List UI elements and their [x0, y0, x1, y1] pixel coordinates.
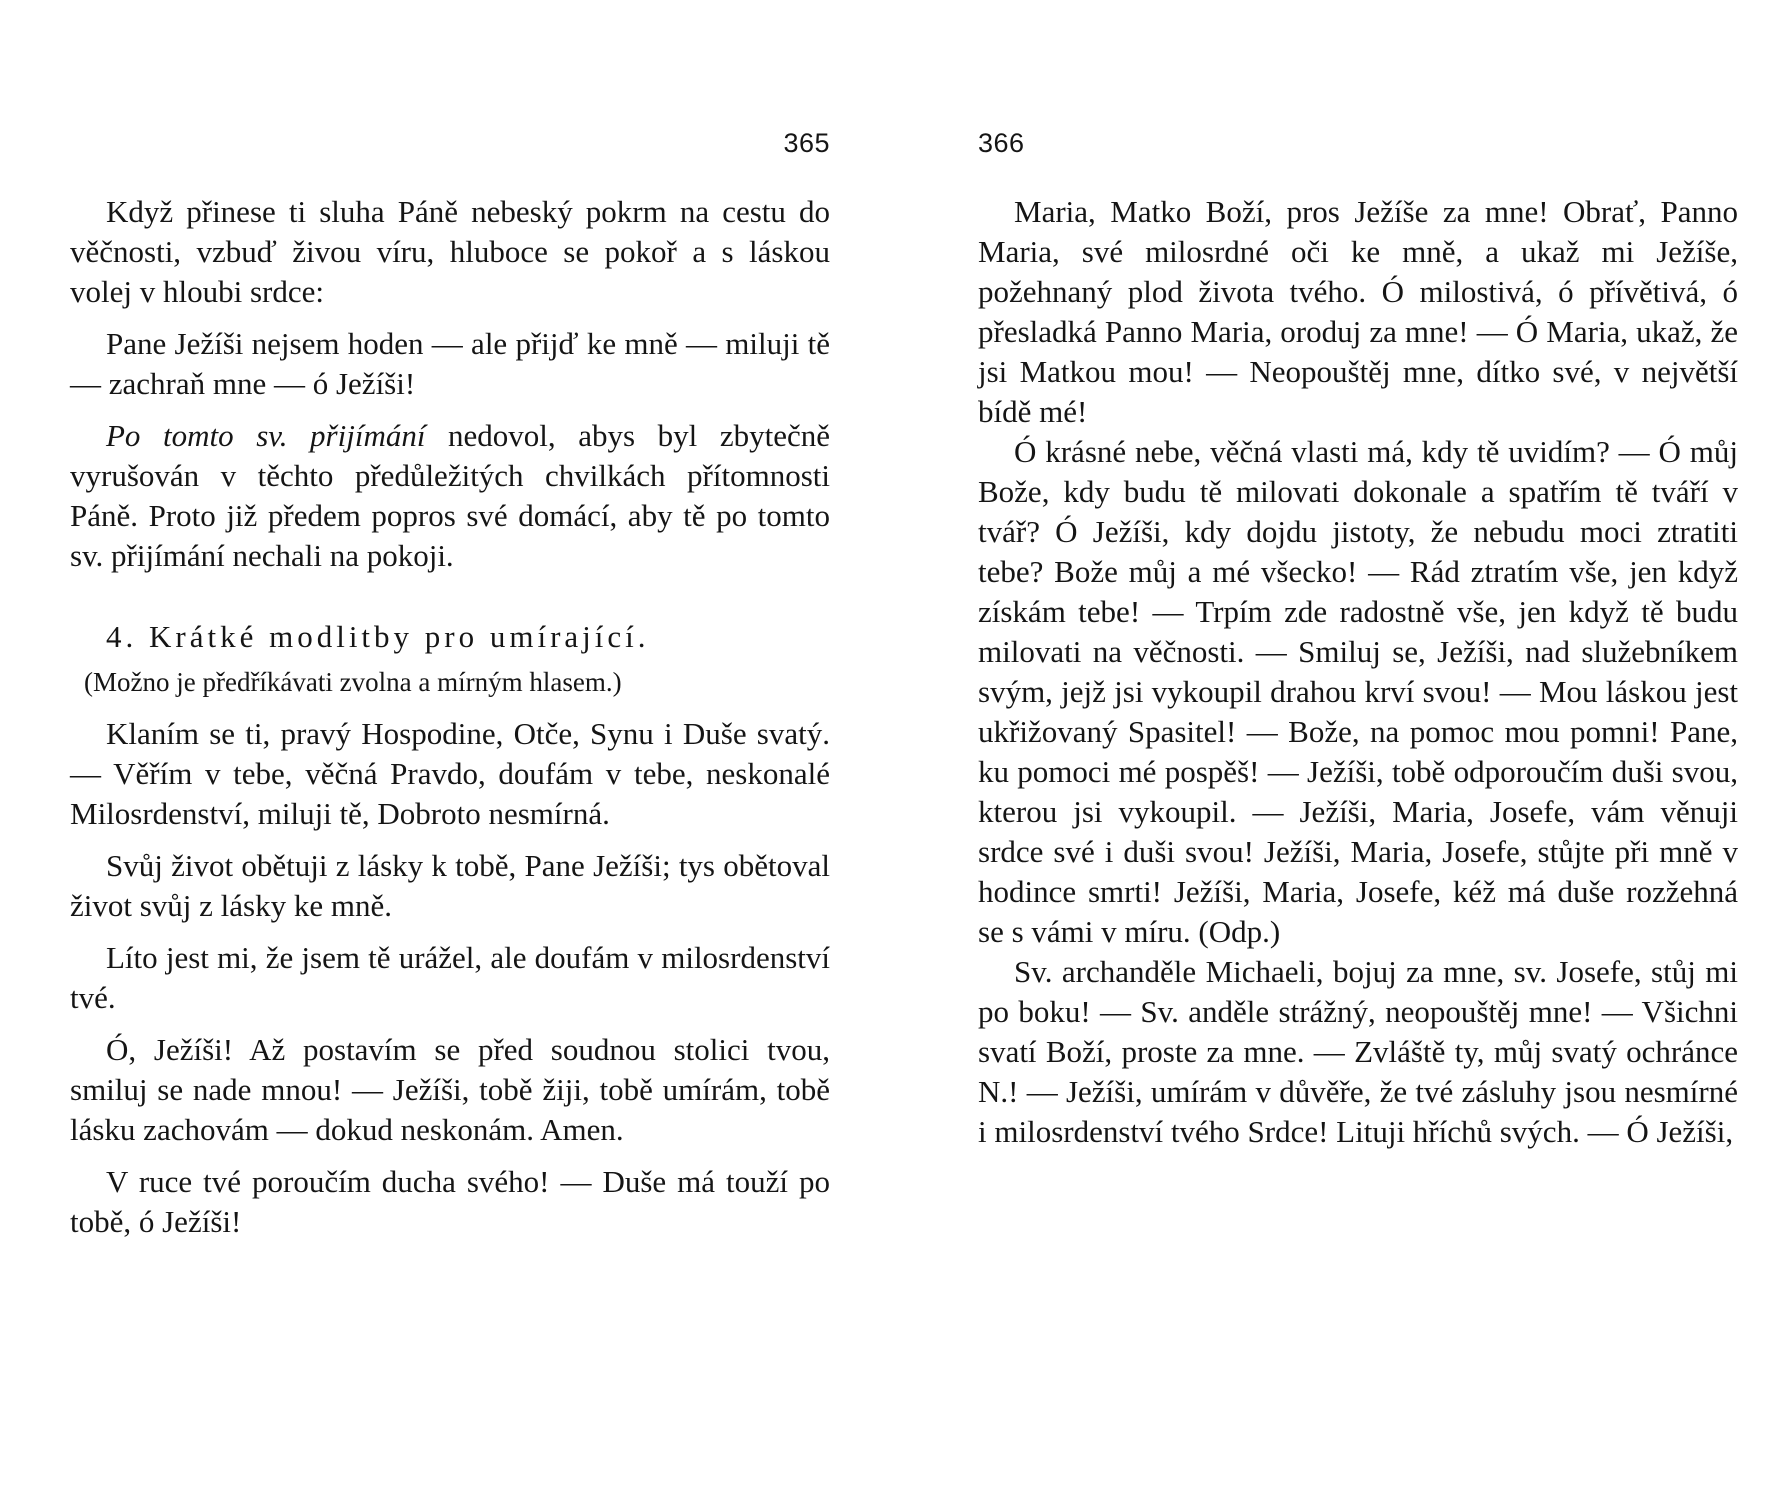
left-page-text — [70, 192, 830, 1242]
paragraph: Když přinese ti sluha Páně nebeský pokrm na cestu do věčnosti, vzbuď živou víru, hluboce se pokoř a s láskou volej v hloubi srdce: — [70, 194, 830, 309]
page-number: 365 — [783, 128, 830, 158]
paragraph: Klaním se ti, pravý Hospodine, Otče, Synu i Duše svatý. — Věřím v tebe, věčná Pravdo, doufám v tebe, neskonalé Milosrdenství, miluji tě, Dobroto nesmírná. — [70, 716, 830, 831]
paragraph — [70, 416, 830, 576]
paragraph: Ó, Ježíši! Až postavím se před soudnou stolici tvou, smiluj se nade mnou! — Ježíši, tobě žiji, tobě umírám, tobě lásku zachovám — dokud neskonám. Amen. — [70, 1032, 830, 1147]
paragraph: Svůj život obětuji z lásky k tobě, Pane Ježíši; tys obětoval život svůj z lásky ke mně. — [70, 848, 830, 923]
paragraph: Líto jest mi, že jsem tě urážel, ale doufám v milosrdenství tvé. — [70, 940, 830, 1015]
paragraph: Pane Ježíši nejsem hoden — ale přijď ke mně — miluji tě — zachraň mne — ó Ježíši! — [70, 326, 830, 401]
right-page — [978, 0, 1738, 1500]
paragraph: Maria, Matko Boží, pros Ježíše za mne! Obrať, Panno Maria, své milosrdné oči ke mně, a ukaž mi Ježíše, požehnaný plod života tvého. Ó milostivá, ó přívětivá, ó přesladká Panno Maria, oroduj za mne! — Ó Maria, ukaž, že jsi Matkou mou! — Neopouštěj mne, dítko své, v největší bídě mé! — [978, 194, 1738, 429]
section-subheading: (Možno je předříkávati zvolna a mírným hlasem.) — [84, 667, 622, 697]
section-heading: 4. Krátké modlitby pro umírající. — [106, 619, 650, 654]
paragraph: Ó krásné nebe, věčná vlasti má, kdy tě uvidím? — Ó můj Bože, kdy budu tě milovati dokonale a spatřím tě tváří v tvář? Ó Ježíši, kdy dojdu jistoty, že nebudu moci ztratiti tebe? Bože můj a mé všecko! — Rád ztratím vše, jen když získám tebe! — Trpím zde radostně vše, jen když tě budu milovati na věčnosti. — Smiluj se, Ježíši, nad služebníkem svým, jejž jsi vykoupil drahou krví svou! — Mou láskou jest ukřižovaný Spasitel! — Bože, na pomoc mou pomni! Pane, ku pomoci mé pospěš! — Ježíši, tobě odporoučím duši svou, kterou jsi vykoupil. — Ježíši, Maria, Josefe, vám věnuji srdce své i duši svou! Ježíši, Maria, Josefe, stůjte při mně v hodince smrti! Ježíši, Maria, Josefe, kéž má duše rozžehná se s vámi v míru. (Odp.) — [978, 434, 1738, 949]
paragraph: Sv. archanděle Michaeli, bojuj za mne, sv. Josefe, stůj mi po boku! — Sv. anděle strážný, neopouštěj mne! — Všichni svatí Boží, proste za mne. — Zvláště ty, můj svatý ochránce N.! — Ježíši, umírám v důvěře, že tvé zásluhy jsou nesmírné i milosrdenství tvého Srdce! Lituji hříchů svých. — Ó Ježíši, — [978, 954, 1738, 1149]
page-number: 366 — [978, 128, 1025, 158]
paragraph: V ruce tvé poroučím ducha svého! — Duše má touží po tobě, ó Ježíši! — [70, 1164, 830, 1239]
italic-phrase: Po tomto sv. přijímání — [106, 418, 426, 453]
left-page — [70, 0, 830, 1500]
spacer — [70, 576, 830, 616]
paragraph-rest: nedovol, abys byl zbytečně vyrušován v těchto předůležitých chvilkách přítomnosti Páně. Proto již předem popros své domácí, aby tě po tomto sv. přijímání nechali na pokoji. — [70, 418, 830, 573]
right-page-text — [978, 192, 1738, 1152]
